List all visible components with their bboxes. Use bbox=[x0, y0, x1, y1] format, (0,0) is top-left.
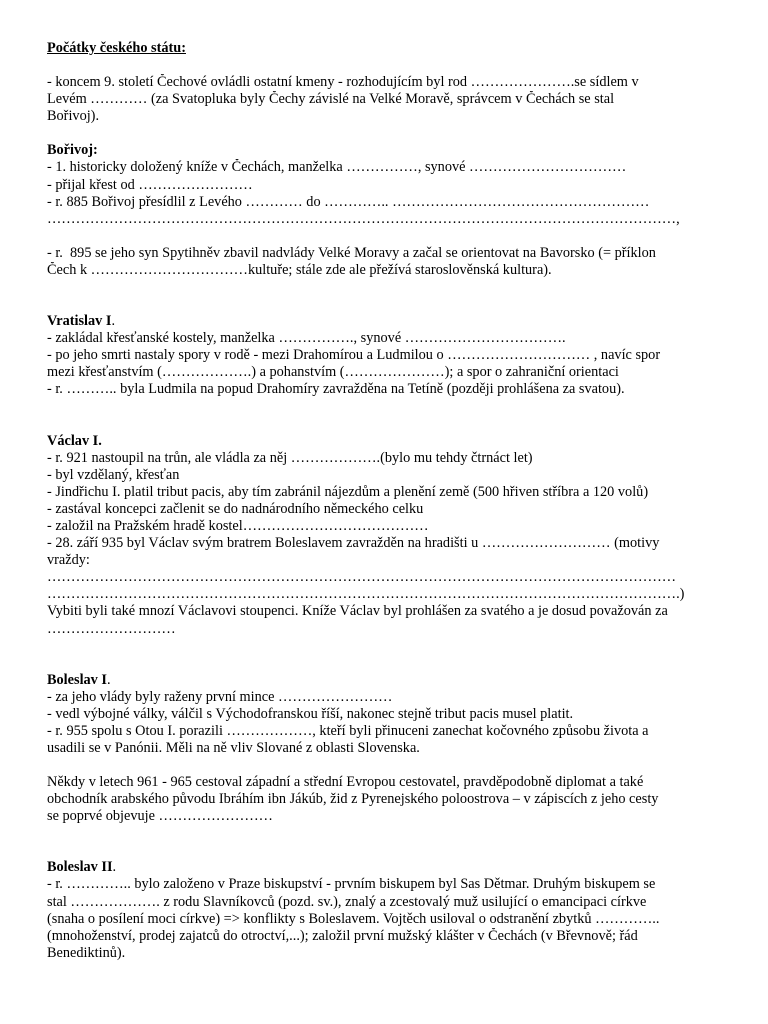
heading-text: Boleslav II bbox=[47, 859, 113, 876]
borivoj-line: - 1. historicky doložený kníže v Čechách, manželka ……………, synové …………………………… bbox=[47, 159, 627, 176]
vaclav-line: - založil na Pražském hradě kostel………………………………… bbox=[47, 517, 429, 534]
spacer bbox=[47, 228, 727, 245]
heading-suffix: . bbox=[112, 859, 117, 876]
heading-suffix: . bbox=[106, 671, 111, 688]
heading-text: Vratislav I bbox=[47, 313, 112, 330]
vaclav-line: - zastával koncepci začlenit se do nadnárodního německého celku bbox=[47, 500, 424, 517]
vratislav-line: - po jeho smrti nastaly spory v rodě - mezi Drahomírou a Ludmilou o ………………………… , navíc spor bbox=[47, 347, 661, 364]
boleslav2-line: (snaha o posílení moci církve) => konflikty s Boleslavem. Vojtěch usiloval o odstranění zbytků ………….. bbox=[47, 910, 660, 927]
boleslav1-line: se poprvé objevuje …………………… bbox=[47, 808, 273, 825]
boleslav2-line: stal ………………. z rodu Slavníkovců (pozd. sv.), znalý a zcestovalý muž usilující o emancipaci církve bbox=[47, 893, 647, 910]
vaclav-line: ……………………… bbox=[47, 620, 176, 637]
boleslav1-line: - r. 955 spolu s Otou I. porazili ………………, kteří byli přinuceni zanechat kočovného způsobu života a bbox=[47, 722, 649, 739]
vratislav-line: mezi křesťanstvím (……………….) a pohanstvím (…………………); a spor o zahraniční orientaci bbox=[47, 364, 619, 381]
vaclav-line: - 28. září 935 byl Václav svým bratrem Boleslavem zavražděn na hradišti u ……………………… (motivy bbox=[47, 535, 660, 552]
borivoj-line: Čech k ……………………………kultuře; stále zde ale přežívá staroslověnská kultura). bbox=[47, 261, 552, 278]
spacer bbox=[47, 825, 727, 859]
boleslav2-line: (mnohoženství, prodej zajatců do otroctví,...); založil první mužský klášter v Čechách (v Břevnově; řád bbox=[47, 927, 638, 944]
boleslav2-line: - r. ………….. bylo založeno v Praze biskupství - prvním biskupem byl Sas Dětmar. Druhým biskupem se bbox=[47, 876, 656, 893]
boleslav1-line: obchodník arabského původu Ibráhím ibn Jákúb, žid z Pyrenejského poloostrova – v zápiscích z jeho cesty bbox=[47, 791, 659, 808]
intro-line: Levém ………… (za Svatopluka byly Čechy závislé na Velké Moravě, správcem v Čechách se stal bbox=[47, 91, 615, 108]
vaclav-line: - byl vzdělaný, křesťan bbox=[47, 466, 180, 483]
section-heading-boleslav-1 bbox=[47, 672, 727, 689]
spacer bbox=[47, 57, 727, 74]
section-heading-boleslav-2 bbox=[47, 859, 727, 876]
vaclav-line: …………………………………………………………………………………………………………………… bbox=[47, 569, 677, 586]
section-heading-vaclav: Václav I. bbox=[47, 432, 102, 449]
vaclav-line: - Jindřichu I. platil tribut pacis, aby tím zabránil nájezdům a plenění země (500 hřiven stříbra a 120 volů) bbox=[47, 483, 649, 500]
boleslav1-line: - za jeho vlády byly raženy první mince …………………… bbox=[47, 688, 393, 705]
borivoj-line: - r. 895 se jeho syn Spytihněv zbavil nadvlády Velké Moravy a začal se orientovat na Bavorsko (= příklon bbox=[47, 244, 656, 261]
spacer bbox=[47, 279, 727, 313]
boleslav2-line: Benediktinů). bbox=[47, 944, 126, 961]
spacer bbox=[47, 757, 727, 774]
spacer bbox=[47, 125, 727, 142]
heading-suffix: . bbox=[111, 313, 116, 330]
boleslav1-line: usadili se v Panónii. Měli na ně vliv Slované z oblasti Slovenska. bbox=[47, 740, 420, 756]
borivoj-line: - r. 885 Bořivoj přesídlil z Levého ………… do ………….. ……………………………………………… bbox=[47, 193, 650, 210]
document-title: Počátky českého státu: bbox=[47, 40, 186, 56]
spacer bbox=[47, 399, 727, 433]
boleslav1-line: - vedl výbojné války, válčil s Východofranskou říší, nakonec stejně tribut pacis musel platit. bbox=[47, 705, 574, 722]
intro-line: Bořivoj). bbox=[47, 108, 100, 125]
document-page bbox=[47, 40, 727, 962]
borivoj-line: ……………………………………………………………………………………………………………………, bbox=[47, 210, 680, 227]
boleslav1-line: Někdy v letech 961 - 965 cestoval západní a střední Evropou cestovatel, pravděpodobně diplomat a také bbox=[47, 774, 644, 791]
vaclav-line: - r. 921 nastoupil na trůn, ale vládla za něj ……………….(bylo mu tehdy čtrnáct let) bbox=[47, 449, 533, 466]
vaclav-line: …………………………………………………………………………………………………………………….) bbox=[47, 586, 685, 603]
heading-text: Boleslav I bbox=[47, 671, 107, 688]
vaclav-line: vraždy: bbox=[47, 552, 90, 569]
section-heading-borivoj: Bořivoj: bbox=[47, 142, 98, 159]
intro-line: - koncem 9. století Čechové ovládli ostatní kmeny - rozhodujícím byl rod ………………….se sídlem v bbox=[47, 74, 639, 91]
section-heading-vratislav bbox=[47, 313, 727, 330]
vratislav-line: - r. ……….. byla Ludmila na popud Drahomíry zavražděna na Tetíně (později prohlášena za svatou). bbox=[47, 381, 625, 398]
borivoj-line: - přijal křest od …………………… bbox=[47, 176, 253, 193]
vaclav-line: Vybiti byli také mnozí Václavovi stoupenci. Kníže Václav byl prohlášen za svatého a je dosud považován za bbox=[47, 603, 668, 620]
spacer bbox=[47, 638, 727, 672]
vratislav-line: - zakládal křesťanské kostely, manželka ……………., synové ……………………………. bbox=[47, 330, 566, 347]
